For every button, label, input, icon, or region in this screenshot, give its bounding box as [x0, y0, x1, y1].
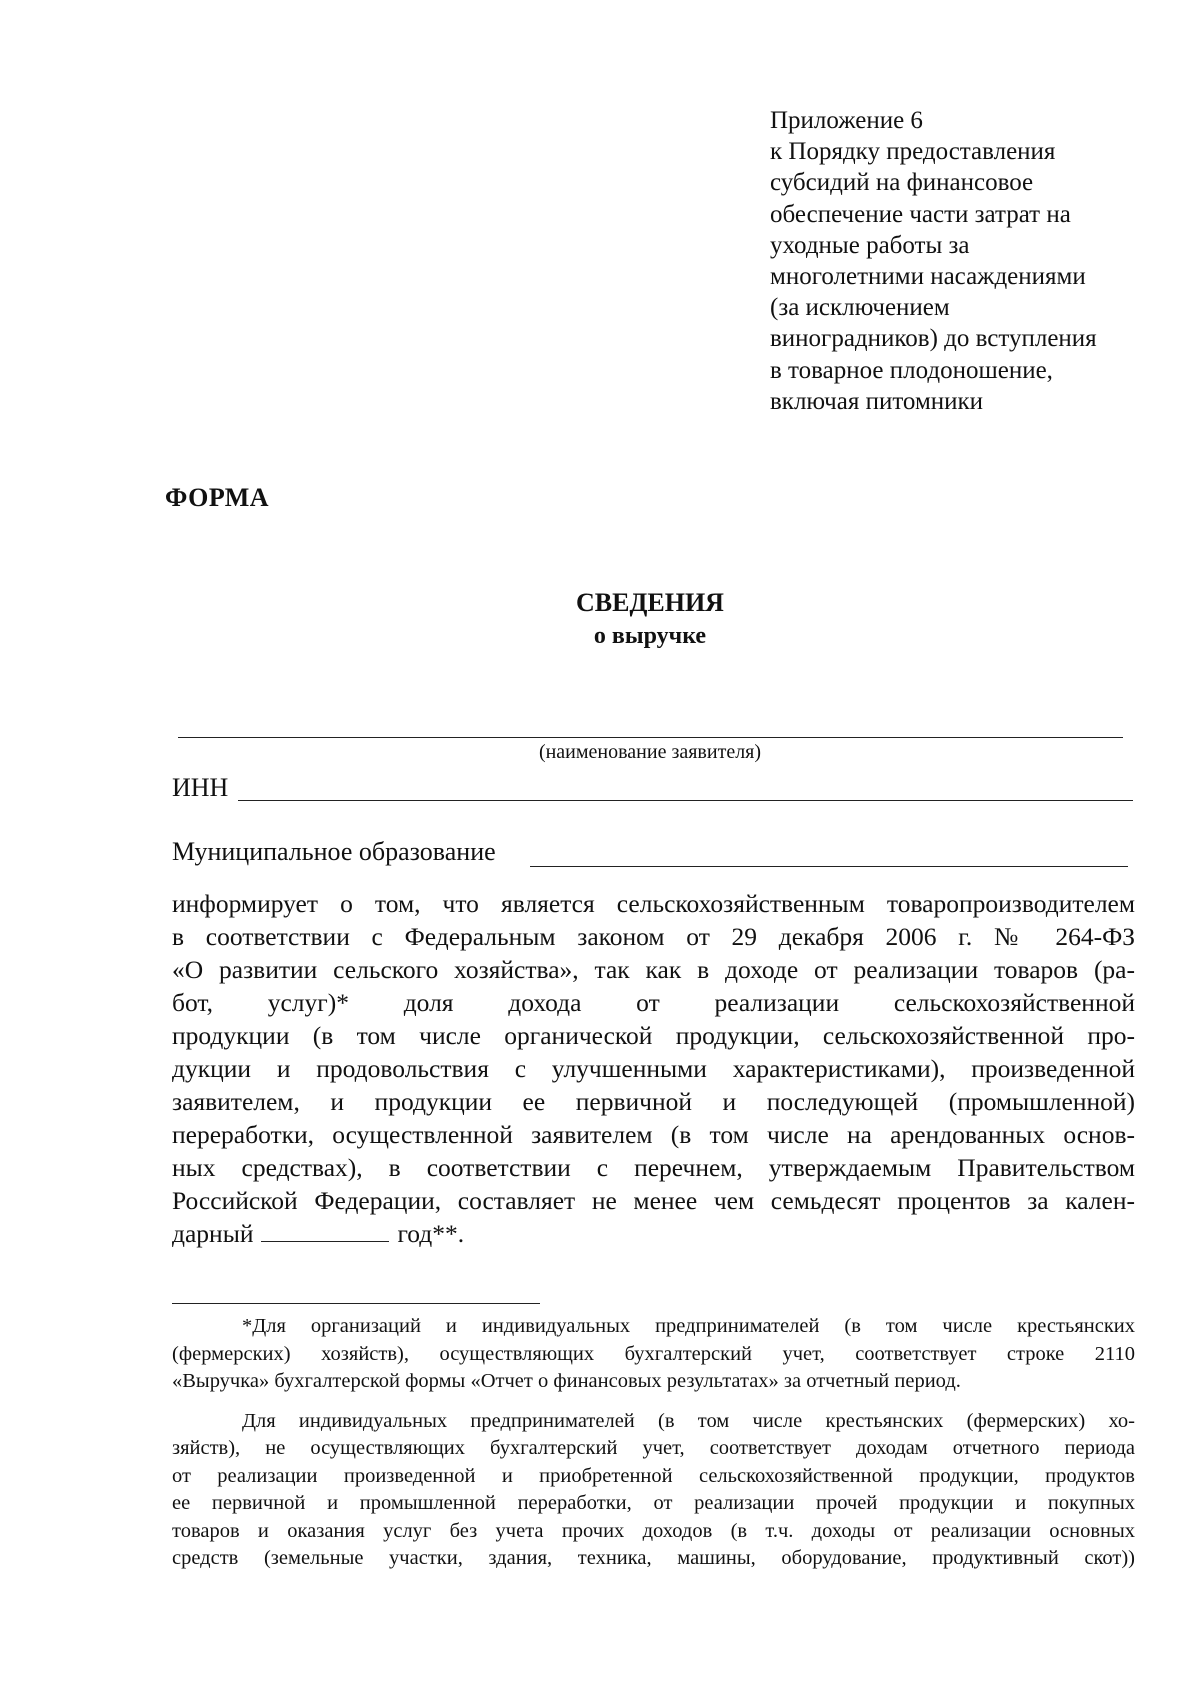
form-label: ФОРМА: [165, 483, 270, 512]
appendix-line: субсидий на финансовое: [770, 169, 1034, 197]
appendix-line: в товарное плодоношение,: [770, 356, 1053, 384]
applicant-name-line[interactable]: [178, 737, 1123, 738]
appendix-reference: [770, 105, 1170, 417]
body-line: бот, услуг)* доля дохода от реализации сельскохозяйственной: [172, 988, 1135, 1017]
footnote-separator: [172, 1303, 540, 1304]
body-line: информирует о том, что является сельскохозяйственным товаропроизводителем: [172, 889, 1135, 918]
body-line: переработки, осуществленной заявителем (в том числе на арендованных основ-: [172, 1120, 1135, 1149]
appendix-line: включая питомники: [770, 387, 984, 415]
applicant-name-caption: (наименование заявителя): [538, 741, 762, 763]
footnote2-line: зяйств), не осуществляющих бухгалтерский учет, соответствует доходам отчетного периода: [172, 1437, 1135, 1459]
year-blank-field[interactable]: [261, 1219, 389, 1242]
appendix-line: многолетними насаждениями: [770, 263, 1086, 291]
body-line: в соответствии с Федеральным законом от 29 декабря 2006 г. № 264-ФЗ: [172, 922, 1135, 951]
footnote2-line: Для индивидуальных предпринимателей (в том числе крестьянских (фермерских) хо-: [242, 1409, 1135, 1432]
footnote2-line: товаров и оказания услуг без учета прочих доходов (в т.ч. доходы от реализации основных: [172, 1519, 1135, 1542]
appendix-line: Приложение 6: [770, 107, 923, 134]
inn-label: ИНН: [172, 773, 229, 802]
body-line: «О развитии сельского хозяйства», так как в доходе от реализации товаров (ра-: [172, 955, 1135, 984]
body-last-line-end: год**.: [397, 1219, 465, 1248]
footnote2-line: ее первичной и промышленной переработки, от реализации прочей продукции и покупных: [172, 1492, 1135, 1514]
footnotes: [172, 1313, 1135, 1573]
footnote2-line: от реализации произведенной и приобретенной сельскохозяйственной продукции, продуктов: [172, 1464, 1135, 1487]
appendix-line: уходные работы за: [770, 231, 970, 259]
body-paragraph: [172, 887, 1135, 1250]
document-subtitle: о выручке: [593, 623, 707, 649]
body-line: дукции и продовольствия с улучшенными характеристиками), произведенной: [172, 1054, 1135, 1083]
appendix-line: к Порядку предоставления: [770, 138, 1056, 166]
appendix-line: (за исключением: [770, 294, 950, 322]
inn-field-line[interactable]: [238, 800, 1133, 801]
appendix-line: виноградников) до вступления: [770, 325, 1097, 353]
body-last-line: [172, 1217, 1135, 1250]
municipality-field-line[interactable]: [530, 866, 1128, 867]
body-line: ных средствах), в соответствии с перечнем, утверждаемым Правительством: [172, 1153, 1135, 1182]
body-line: заявителем, и продукции ее первичной и последующей (промышленной): [172, 1087, 1135, 1116]
municipality-label: Муниципальное образование: [172, 837, 496, 866]
footnote2-line: средств (земельные участки, здания, техника, машины, оборудование, продуктивный скот)): [172, 1547, 1135, 1569]
appendix-line: обеспечение части затрат на: [770, 200, 1071, 228]
footnote1-line: (фермерских) хозяйств), осуществляющих бухгалтерский учет, соответствует строке 2110: [172, 1342, 1135, 1365]
footnote1-line: «Выручка» бухгалтерской формы «Отчет о финансовых результатах» за отчетный период.: [172, 1370, 961, 1392]
body-last-line-start: дарный: [172, 1219, 254, 1248]
footnote1-line: *Для организаций и индивидуальных предпринимателей (в том числе крестьянских: [242, 1315, 1135, 1337]
body-line: продукции (в том числе органической продукции, сельскохозяйственной про-: [172, 1021, 1135, 1050]
document-title: СВЕДЕНИЯ: [576, 588, 724, 617]
body-line: Российской Федерации, составляет не менее чем семьдесят процентов за кален-: [172, 1186, 1135, 1215]
